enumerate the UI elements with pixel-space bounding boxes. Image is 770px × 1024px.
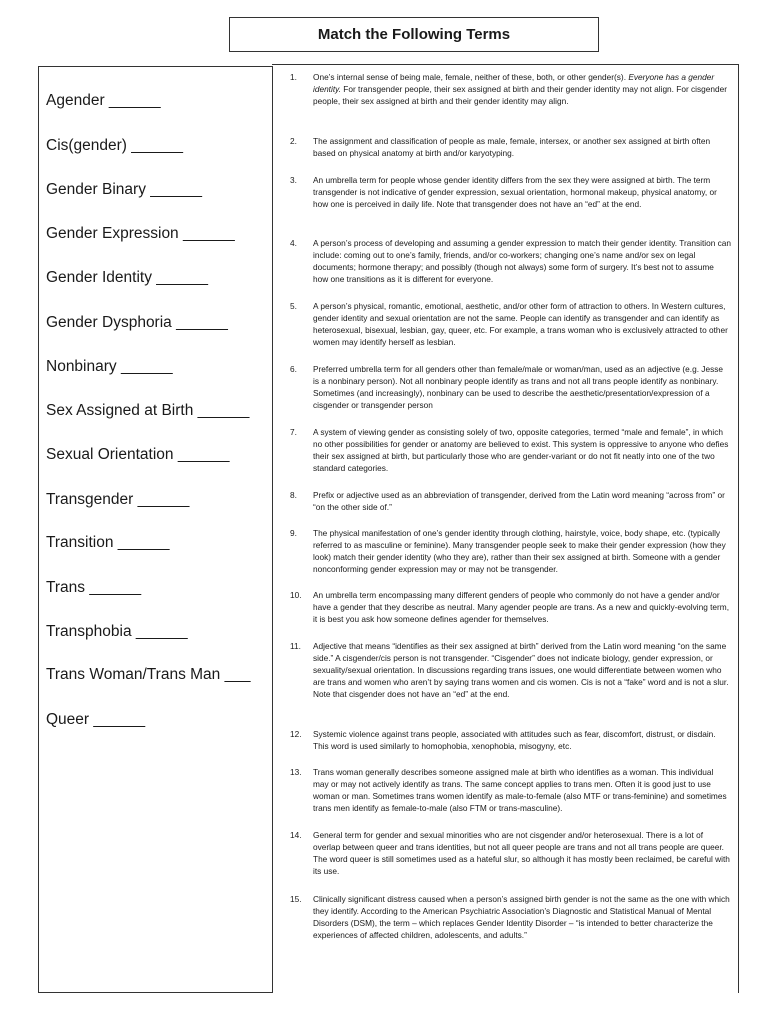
definition-number: 7. <box>290 427 297 437</box>
term-transphobia: Transphobia ______ <box>46 623 188 640</box>
definition-number: 11. <box>290 641 301 651</box>
term-agender: Agender ______ <box>46 92 161 109</box>
definitions-column <box>272 64 739 993</box>
term-transition: Transition ______ <box>46 534 170 551</box>
term-gender-binary: Gender Binary ______ <box>46 181 202 198</box>
term-nonbinary: Nonbinary ______ <box>46 358 173 375</box>
definition-text: A person’s physical, romantic, emotional, aesthetic, and/or other form of attraction to others. In Western cultures, gender identity and sexual orientation are not the same. People can identify as transgender and can identify as heterosexual, bisexual, lesbian, gay, queer, etc. For example, a trans woman who is exclusively attracted to other women may identify herself as lesbian. <box>313 301 728 347</box>
definition-text: The assignment and classification of people as male, female, intersex, or another sex assigned at birth often based on physical anatomy at birth and/or karyotyping. <box>313 136 711 158</box>
term-cisgender: Cis(gender) ______ <box>46 137 184 154</box>
definition-text: A person’s process of developing and assuming a gender expression to match their gender identity. Transition can include: coming out to one’s family, friends, and/or co-workers; changing one’s name and/or sex on legal documents; hormone therapy; and possibly (though not always) some form of surgery. It’s best not to assume how one transitions as it is different for everyone. <box>313 238 732 284</box>
term-trans: Trans ______ <box>46 579 142 596</box>
definition-number: 5. <box>290 301 297 311</box>
definition-number: 10. <box>290 590 302 600</box>
term-gender-expression: Gender Expression ______ <box>46 225 235 242</box>
definition-number: 4. <box>290 238 297 248</box>
definition-text: Clinically significant distress caused when a person’s assigned birth gender is not the same as the one with which they identify. According to the American Psychiatric Association’s Diagnostic and Statistical Manual of Mental Disorders (DSM), the term – which replaces Gender Identity Disorder – “is intended to better characterize the experiences of affected children, adolescents, and adults.” <box>313 894 730 940</box>
term-gender-identity: Gender Identity ______ <box>46 269 209 286</box>
definition-text: Systemic violence against trans people, associated with attitudes such as fear, discomfort, distrust, or disdain. This word is used similarly to homophobia, xenophobia, misogyny, etc. <box>313 729 716 751</box>
worksheet-title: Match the Following Terms <box>229 17 599 52</box>
definition-number: 3. <box>290 175 297 185</box>
term-gender-dysphoria: Gender Dysphoria ______ <box>46 314 228 331</box>
term-transgender: Transgender ______ <box>46 491 190 508</box>
definition-number: 6. <box>290 364 297 374</box>
term-trans-woman-man: Trans Woman/Trans Man ___ <box>46 666 251 683</box>
definition-text: Adjective that means “identifies as their sex assigned at birth” derived from the Latin word meaning “on the same side.” A cisgender/cis person is not transgender. “Cisgender” does not indicate biology, gender expression, or sexuality/sexual orientation. In discussions regarding trans issues, one would differentiate between women who are trans and women who aren’t by saying trans women and cis women. Cis is not a “fake” word and is not a slur. Note that cisgender does not have an “ed” at the end. <box>313 641 729 699</box>
definition-text: General term for gender and sexual minorities who are not cisgender and/or heterosexual. There is a lot of overlap between queer and trans identities, but not all queer people are trans and not all trans people are queer. The word queer is still sometimes used as a hateful slur, so although it has mostly been reclaimed, be careful with its use. <box>313 830 730 876</box>
definition-number: 14. <box>290 830 302 840</box>
definition-number: 8. <box>290 490 297 500</box>
definition-number: 9. <box>290 528 297 538</box>
definition-text: Prefix or adjective used as an abbreviation of transgender, derived from the Latin word meaning “across from” or “on the other side of.” <box>313 490 725 512</box>
definition-text: Preferred umbrella term for all genders other than female/male or woman/man, used as an adjective (e.g. Jesse is a nonbinary person). Not all nonbinary people identify as trans and not all trans people identify as nonbinary. Sometimes (and increasingly), nonbinary can be used to describe the aesthetic/presentation/expression of a cisgender or transgender person <box>313 364 723 410</box>
definition-number: 13. <box>290 767 302 777</box>
definition-number: 12. <box>290 729 302 739</box>
terms-column <box>38 66 273 993</box>
definition-number: 1. <box>290 72 297 82</box>
term-sex-assigned-at-birth: Sex Assigned at Birth ______ <box>46 402 250 419</box>
term-sexual-orientation: Sexual Orientation ______ <box>46 446 230 463</box>
definition-number: 2. <box>290 136 297 146</box>
term-queer: Queer ______ <box>46 711 146 728</box>
definition-text: The physical manifestation of one’s gender identity through clothing, hairstyle, voice, body shape, etc. (typically referred to as masculine or feminine). Many transgender people seek to make their gender expression (how they look) match their gender identity (who they are), rather than their sex assigned at birth. Someone with a gender nonconforming gender expression may or may not be transgender. <box>313 528 726 574</box>
definition-number: 15. <box>290 894 302 904</box>
definition-text: An umbrella term for people whose gender identity differs from the sex they were assigned at birth. The term transgender is not indicative of gender expression, sexual orientation, hormonal makeup, physical anatomy, or how one is perceived in daily life. Note that transgender does not have an “ed” at the end. <box>313 175 717 209</box>
definition-text: An umbrella term encompassing many different genders of people who commonly do not have a gender and/or have a gender that they describe as neutral. Many agender people are trans. As a new and quickly-evolving term, it is best you ask how someone defines agender for themselves. <box>313 590 730 624</box>
definition-text: Trans woman generally describes someone assigned male at birth who identifies as a woman. This individual may or may not actively identify as trans. The same concept applies to trans men. Often it is good just to use woman or man. Sometimes trans women identify as male-to-female (also MTF or trans-feminine) and sometimes trans men identify as female-to-male (also FTM or trans-masculine). <box>313 767 727 813</box>
definition-text: A system of viewing gender as consisting solely of two, opposite categories, termed “male and female”, in which no other possibilities for gender or anatomy are believed to exist. This system is oppressive to anyone who defies their sex assigned at birth, but particularly those who are gender-variant or do not fit neatly into one of the two standard categories. <box>313 427 729 473</box>
definition-text: One’s internal sense of being male, female, neither of these, both, or other gender(s). Everyone has a gender identity. For transgender people, their sex assigned at birth and their gender identity may not align. For cisgender people, their sex assigned at birth and their gender identity may align. <box>313 72 728 106</box>
